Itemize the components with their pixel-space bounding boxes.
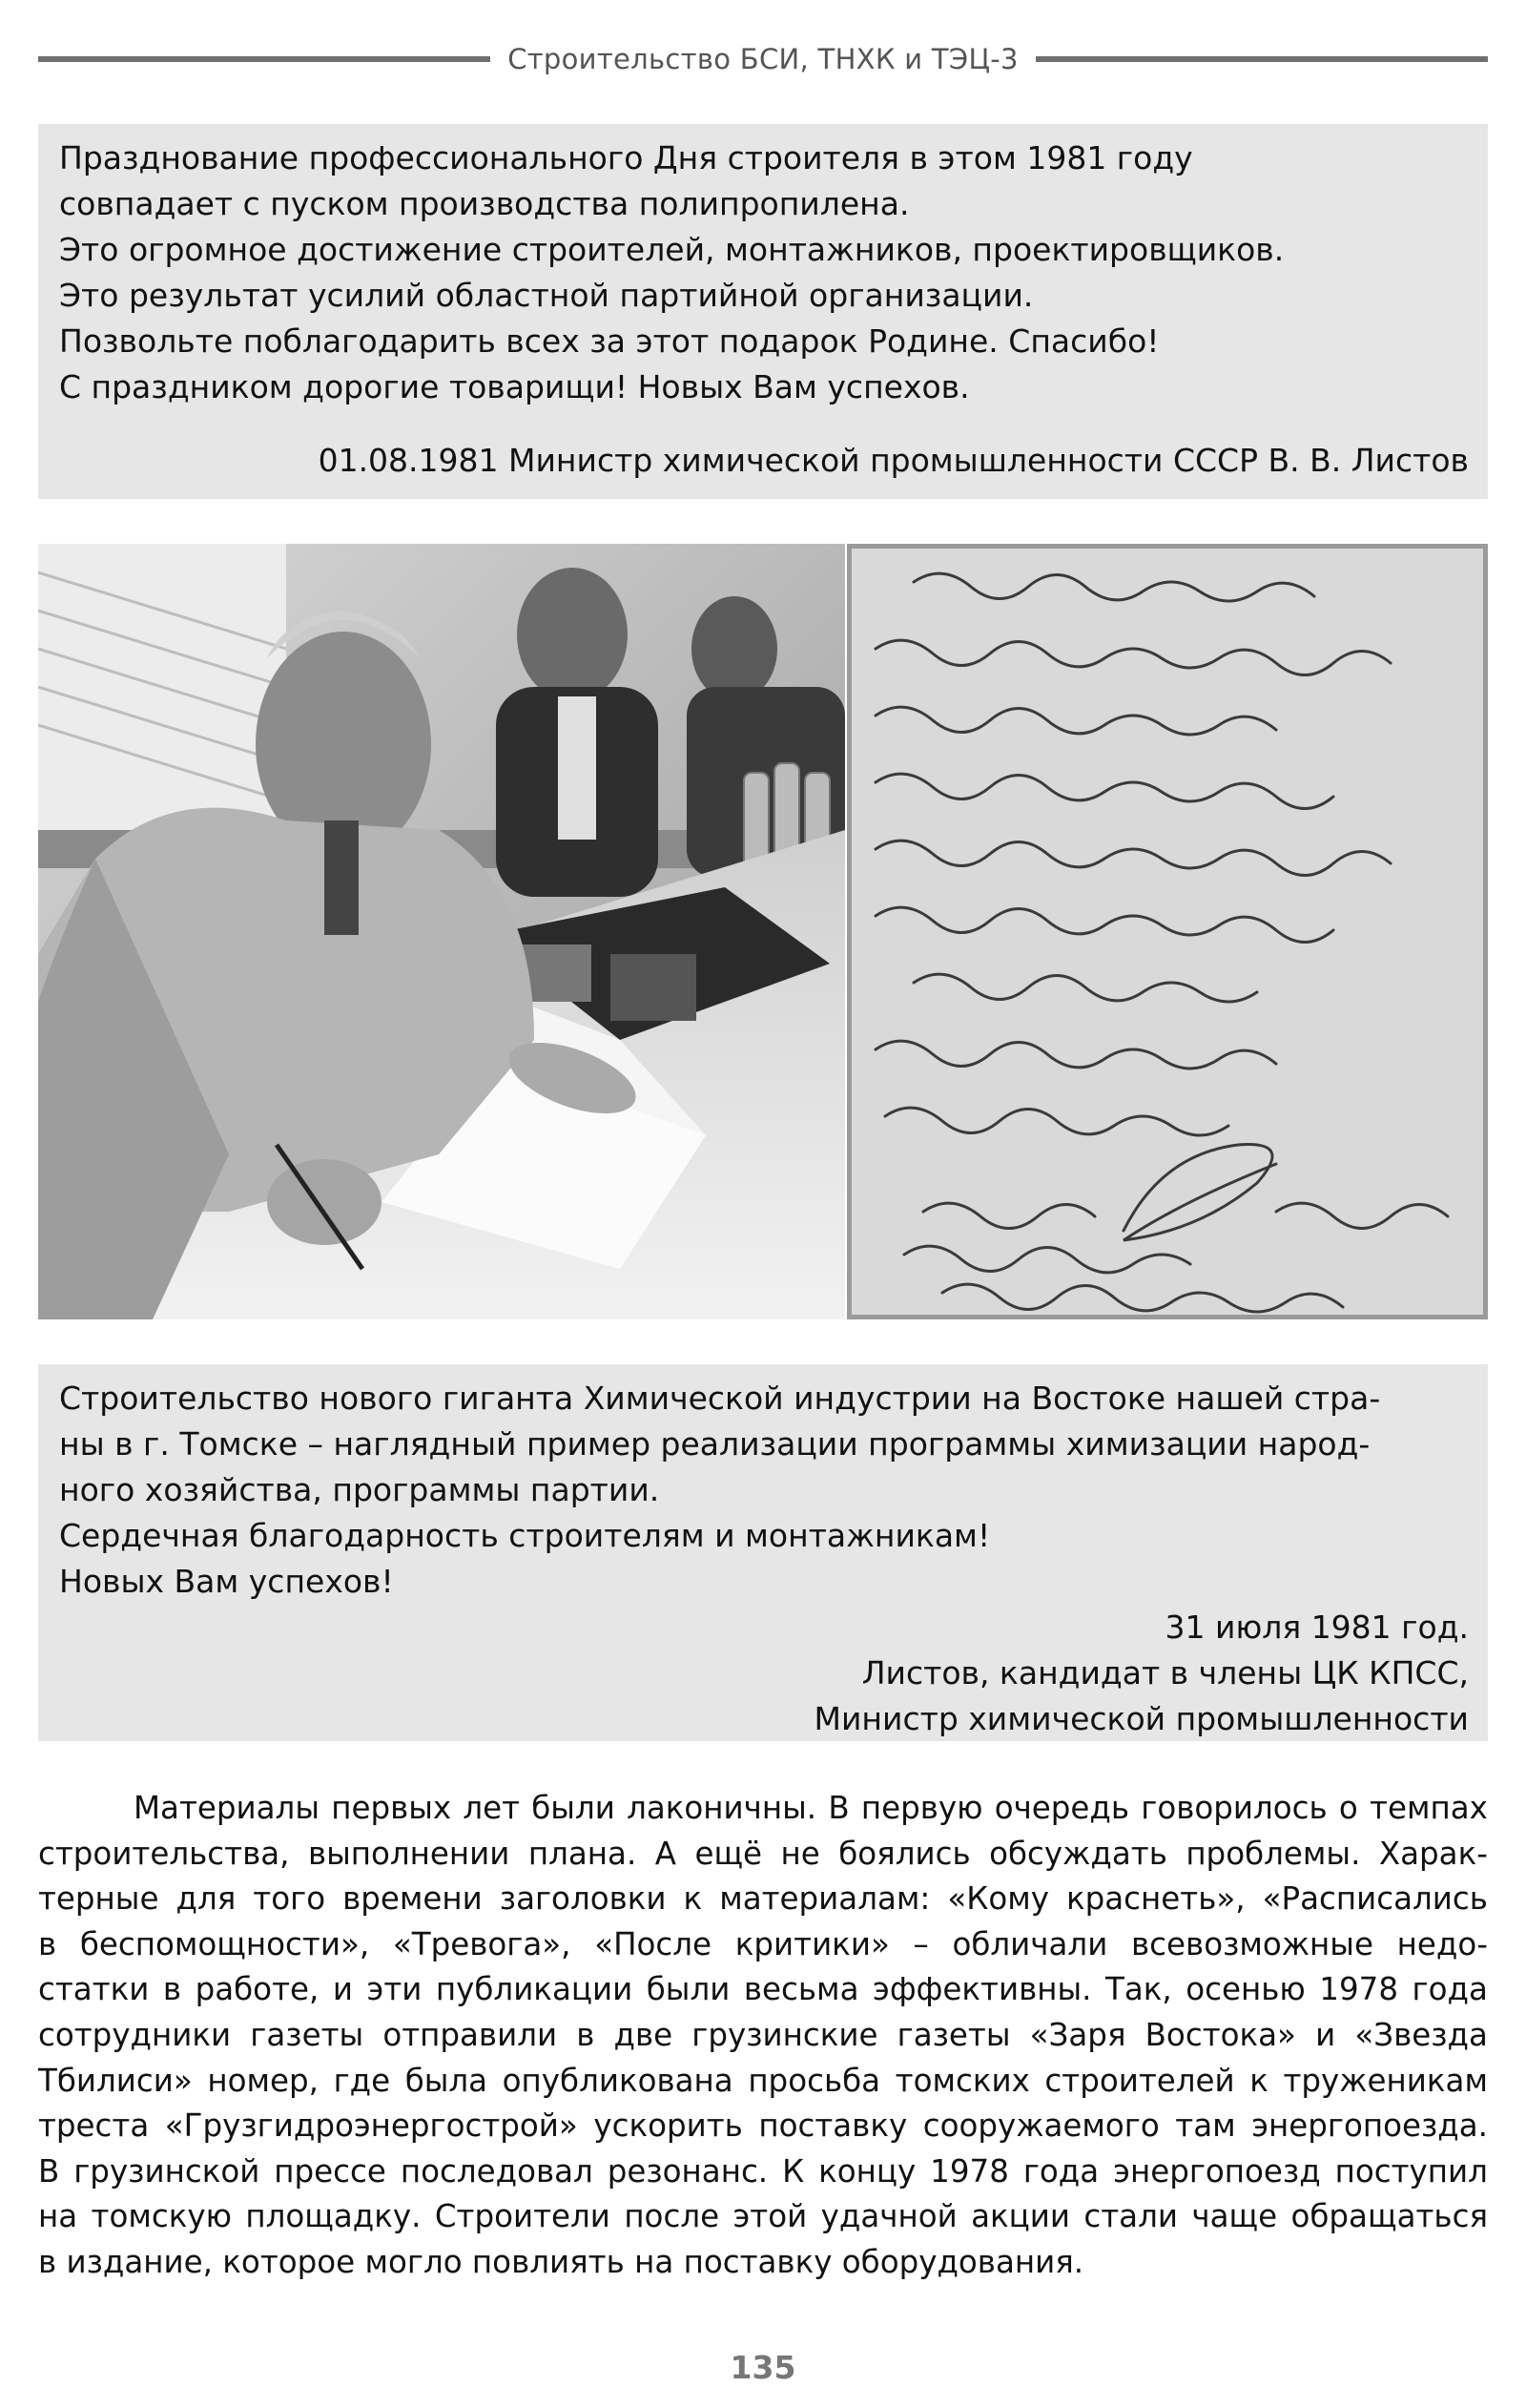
quote-line: Позвольте поблагодарить всех за этот подарок Родине. Спасибо!	[59, 322, 1160, 360]
body-line: сотрудники газеты отправили в две грузинские газеты «Заря Востока» и «Звезда	[38, 2016, 1488, 2053]
quote-line: Строительство нового гиганта Химической индустрии на Востоке нашей стра-	[59, 1380, 1381, 1417]
body-line: В грузинской прессе последовал резонанс. К концу 1978 года энергопоезд поступил	[38, 2152, 1488, 2190]
quote-line: ного хозяйства, программы партии.	[59, 1471, 660, 1508]
quote-box-minister-2	[38, 1364, 1488, 1741]
quote-date: 31 июля 1981 год.	[1165, 1609, 1469, 1646]
photo-man-signing	[38, 544, 845, 1319]
page-number: 135	[730, 2349, 796, 2386]
quote-line: ны в г. Томске – наглядный пример реализации программы химизации народ-	[59, 1425, 1371, 1463]
quote-line: Новых Вам успехов!	[59, 1563, 394, 1600]
body-line: в беспомощности», «Тревога», «После критики» – обличали всевозможные недо-	[38, 1925, 1488, 1962]
photo-handwritten-entry	[847, 544, 1488, 1319]
quote-line: совпадает с пуском производства полипропилена.	[59, 185, 910, 222]
quote-line: Это огромное достижение строителей, монтажников, проектировщиков.	[59, 231, 1285, 268]
quote-line: Сердечная благодарность строителям и монтажникам!	[59, 1517, 991, 1554]
quote-line: С праздником дорогие товарищи! Новых Вам успехов.	[59, 368, 970, 405]
quote-author: Листов, кандидат в члены ЦК КПСС,	[861, 1654, 1469, 1692]
quote-box-minister-1	[38, 124, 1488, 499]
running-title: Строительство БСИ, ТНХК и ТЭЦ-3	[507, 43, 1019, 75]
body-paragraph	[38, 1786, 1488, 2286]
quote-signature: 01.08.1981 Министр химической промышленности СССР В. В. Листов	[318, 442, 1469, 479]
body-line: статки в работе, и эти публикации были весьма эффективны. Так, осенью 1978 года	[38, 1971, 1488, 2008]
quote-author-title: Министр химической промышленности	[814, 1700, 1469, 1737]
header-rule-left	[38, 56, 490, 62]
quote-line: Празднование профессионального Дня строителя в этом 1981 году	[59, 139, 1193, 176]
body-line: терные для того времени заголовки к материалам: «Кому краснеть», «Расписались	[38, 1880, 1488, 1918]
body-line: в издание, которое могло повлиять на поставку оборудования.	[38, 2243, 1084, 2280]
body-line: Материалы первых лет были лаконичны. В первую очередь говорилось о темпах	[134, 1790, 1488, 1826]
body-line: строительства, выполнении плана. А ещё не боялись обсуждать проблемы. Харак-	[38, 1835, 1488, 1872]
running-header	[38, 40, 1488, 78]
quote-line: Это результат усилий областной партийной организации.	[59, 277, 1034, 314]
body-line: треста «Грузгидроэнергострой» ускорить поставку сооружаемого там энергопоезда.	[38, 2107, 1488, 2145]
body-line: Тбилиси» номер, где была опубликована просьба томских строителей к труженикам	[38, 2062, 1488, 2099]
body-line: на томскую площадку. Строители после этой удачной акции стали чаще обращаться	[38, 2198, 1488, 2235]
header-rule-right	[1036, 56, 1488, 62]
photo-row	[38, 544, 1488, 1319]
